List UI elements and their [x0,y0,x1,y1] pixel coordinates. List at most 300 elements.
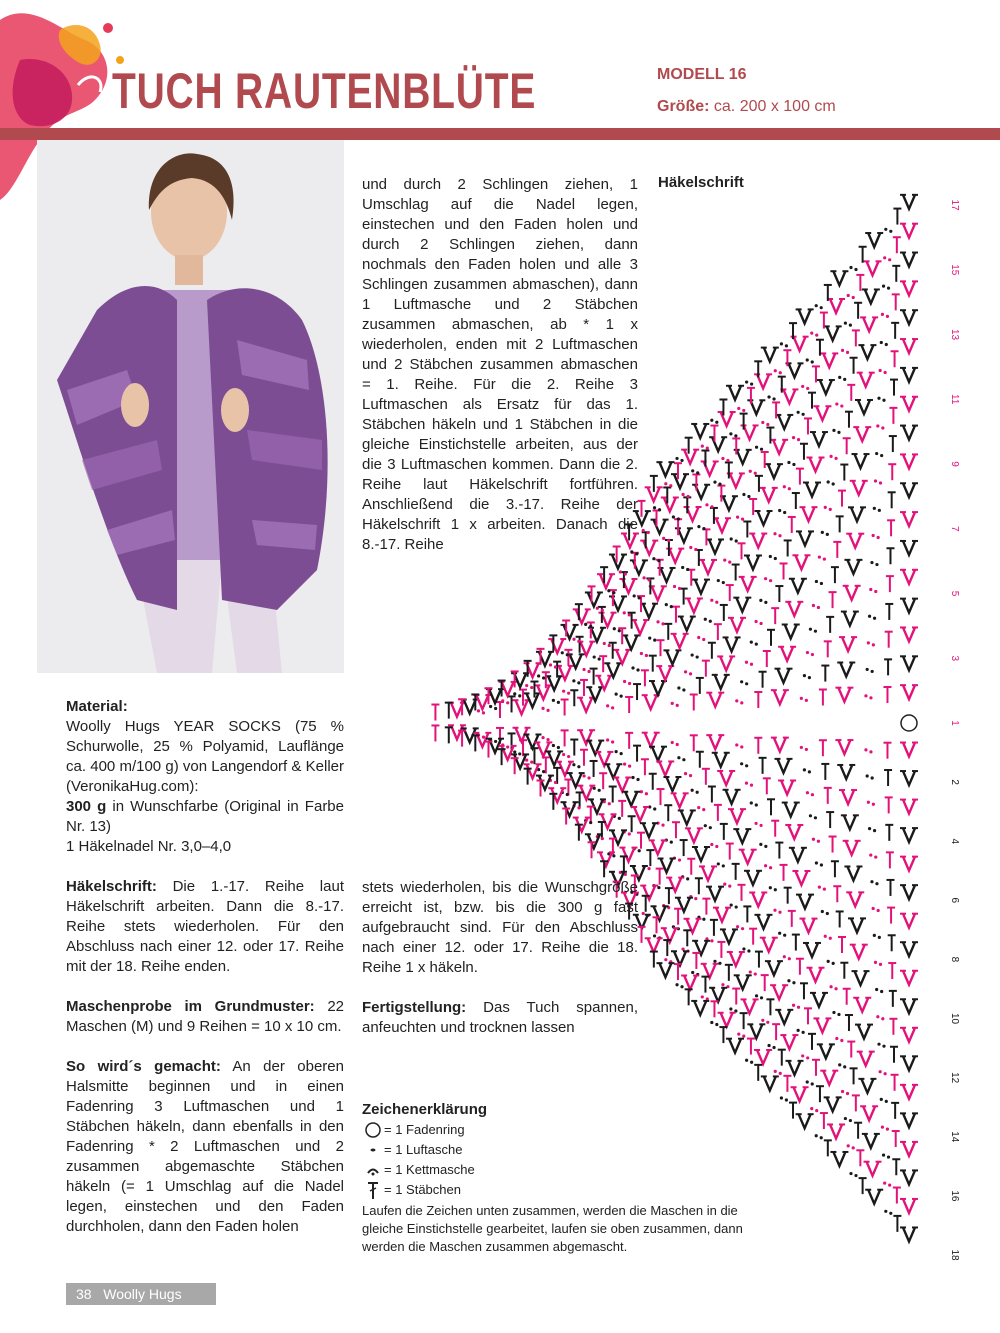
stitch-symbol [900,368,918,382]
stitch-symbol [869,853,877,858]
stitch-symbol [848,918,866,932]
stitch-symbol [577,698,595,712]
stitch-symbol [582,668,590,673]
stitch-symbol [833,542,841,558]
stitch-symbol [759,599,767,604]
stitch-symbol [641,759,649,775]
stitch-symbol [891,1103,899,1119]
stitch-symbol [782,624,800,638]
maschenprobe-label: Maschenprobe im Grundmuster: [66,998,315,1015]
stitch-symbol [800,983,808,999]
stitch-symbol [755,446,763,451]
stitch-symbol [850,481,868,495]
stitch-symbol [718,1013,736,1027]
stitch-symbol [570,690,578,706]
stitch-symbol [864,748,872,753]
row-number-label: 12 [949,1072,960,1084]
legend-item-slip [362,1160,762,1180]
stitch-symbol [900,483,918,497]
stitch-symbol [792,1004,800,1009]
stitch-symbol [784,540,792,556]
stitch-symbol [900,1085,918,1099]
stitch-symbol [741,999,759,1013]
stitch-symbol [879,1070,887,1075]
stitch-symbol [867,801,875,806]
stitch-symbol [865,1190,883,1204]
stitch-symbol [900,771,918,785]
stitch-symbol [640,604,658,618]
stitch-symbol [754,620,762,625]
stitch-symbol [780,865,788,881]
stitch-symbol [673,585,681,590]
stitch-symbol [573,609,591,623]
stitch-symbol [717,862,725,867]
stitch-symbol [749,893,767,907]
stitch-symbol [701,977,709,993]
stitch-symbol [755,511,773,525]
stitch-symbol [754,1050,772,1064]
stitch-symbol [849,1172,857,1177]
stitch-symbol [900,743,918,757]
stitch-symbol [900,828,918,842]
stitch-symbol [684,670,692,675]
stitch-symbol [885,797,893,813]
stitch-symbol [695,550,703,566]
stitch-symbol [769,886,777,891]
stitch-symbol [900,999,918,1013]
stitch-symbol [630,560,648,574]
stitch-symbol [717,579,725,584]
stitch-symbol [766,999,774,1015]
stitch-symbol [631,807,649,821]
stitch-symbol [718,412,736,426]
stitch-symbol [780,389,798,403]
model-number: MODELL 16 [657,66,747,83]
fertigstellung-text: Das Tuch spannen, anfeuchten und trocknen lassen [362,999,638,1036]
stitch-symbol [705,503,713,508]
stitch-symbol [841,815,859,829]
stitch-symbol [631,776,639,781]
stitch-symbol [850,945,868,959]
stitch-symbol [775,1010,793,1024]
stitch-symbol [642,695,660,709]
continuation-paragraph: stets wiederholen, bis die Wunschgröße erreicht ist, bzw. bis die 300 g fast aufgebraucht sind. Für den Abschluss nach einer 12. oder 17. Reihe die 18. Reihe 1 x häkeln. [362,879,638,976]
stitch-symbol [501,699,509,704]
stitch-symbol [585,592,603,606]
chart-title: Häkelschrift [658,174,744,191]
stitch-symbol [739,577,757,591]
stitch-symbol [656,963,674,977]
stitch-symbol [866,668,874,673]
stitch-symbol [771,690,789,704]
stitch-symbol [729,432,737,437]
stitch-symbol [815,1134,823,1139]
stitch-symbol [836,516,844,532]
stitch-symbol [796,531,814,545]
stitch-symbol [887,520,895,536]
stitch-symbol [710,419,718,424]
stitch-symbol [882,1153,890,1158]
stitch-symbol [872,907,880,912]
stitch-symbol [867,641,875,646]
row-number-label: 11 [949,394,960,405]
stitch-symbol [796,959,804,975]
stitch-symbol [774,759,792,773]
stitch-symbol [692,953,700,969]
stitch-symbol [771,608,779,624]
stitch-symbol [888,464,896,480]
stitch-symbol [754,374,772,388]
stitch-symbol [870,561,878,566]
stitch-symbol [689,546,697,551]
stitch-symbol [735,743,743,748]
stitch-symbol [734,975,752,989]
stitch-symbol [767,1044,775,1049]
stitch-symbol [649,747,667,761]
stitch-symbol [872,534,880,539]
stitch-symbol [827,299,845,313]
stitch-symbol [810,1107,818,1112]
stitch-symbol [831,861,839,877]
stitch-symbol [732,565,740,581]
stitch-symbol [829,837,837,853]
stitch-symbol [900,1199,918,1213]
stitch-symbol [788,911,796,927]
stitch-symbol [852,330,860,346]
stitch-symbol [817,1044,835,1058]
material-section [66,697,344,857]
stitch-symbol [717,771,735,785]
stitch-symbol [723,559,731,564]
stitch-symbol [697,636,705,641]
stitch-symbol [597,852,615,866]
stitch-symbol [719,1027,727,1043]
stitch-symbol [824,788,832,804]
stitch-symbol [892,1159,900,1175]
stitch-symbol [771,738,789,752]
stitch-symbol [706,539,724,553]
stitch-symbol [675,457,683,462]
stitch-symbol [900,685,918,699]
stitch-symbol [767,799,775,815]
stitch-symbol [508,696,516,712]
stitch-symbol [675,983,683,988]
stitch-symbol [812,604,820,609]
stitch-symbol [837,765,855,779]
stitch-symbol [780,342,788,347]
stitch-symbol [690,735,698,751]
stitch-symbol [780,563,788,579]
stitch-symbol [749,929,757,945]
stitch-symbol [683,497,691,513]
stitch-symbol [857,373,875,387]
stitch-symbol [477,709,485,714]
stitch-symbol [892,294,900,310]
row-number-label: 2 [949,779,960,785]
stitch-symbol [843,841,861,855]
stitch-symbol [595,676,613,690]
stitch-symbol [789,848,807,862]
header-rule [0,128,1000,140]
stitch-symbol [900,1142,918,1156]
stitch-symbol [868,827,876,832]
stitch-symbol [749,534,767,548]
stitch-symbol [657,789,665,805]
stitch-symbol [813,1018,831,1032]
stitch-symbol [738,543,746,559]
stitch-symbol [801,385,809,390]
stitch-symbol [744,556,762,570]
stitch-symbol [846,892,864,906]
stitch-symbol [900,1056,918,1070]
stitch-symbol [696,678,704,694]
stitch-symbol [702,899,710,915]
legend-item-chain [362,1140,762,1160]
stitch-symbol [723,883,731,888]
stitch-symbol [900,195,918,209]
stitch-symbol [431,705,439,721]
stitch-symbol [764,864,772,869]
stitch-symbol [843,438,851,454]
stitch-symbol [824,326,842,340]
stitch-symbol [900,426,918,440]
stitch-symbol [609,555,627,569]
stitch-symbol [552,699,560,704]
stitch-symbol [857,1052,875,1066]
stitch-symbol [663,650,681,664]
stitch-symbol [730,537,738,542]
stitch-symbol [900,310,918,324]
stitch-symbol [847,294,855,299]
stitch-symbol [883,256,891,261]
stitch-symbol [651,520,669,534]
stitch-symbol [827,960,835,965]
stitch-symbol [747,1024,765,1038]
stitch-symbol [876,1015,884,1020]
stitch-symbol [848,507,866,521]
stitch-symbol [821,910,829,915]
stitch-symbol [576,792,584,808]
stitch-symbol [692,580,710,594]
stitch-symbol [656,620,664,625]
stitch-symbol [852,1095,860,1111]
legend-note: Laufen die Zeichen unten zusammen, werden die Maschen in die gleiche Einstichstelle gearbeitet, laufen sie oben zusammen, dann werden die Maschen zusammen abgemascht. [362,1203,743,1254]
stitch-symbol [604,663,622,677]
stitch-symbol [726,1039,744,1053]
stitch-symbol [735,699,743,704]
stitch-symbol [623,680,631,685]
stitch-symbol [687,859,695,875]
stitch-symbol [891,323,899,339]
stitch-symbol [864,694,872,699]
stitch-symbol [900,397,918,411]
page-footer [66,1283,216,1305]
stitch-symbol [641,670,649,686]
stitch-symbol [900,1113,918,1127]
stitch-symbol [754,822,762,827]
stitch-symbol [649,586,667,600]
stitch-symbol [827,1124,845,1138]
stitch-symbol [835,1037,843,1042]
stitch-symbol [818,555,826,560]
stitch-symbol [845,1015,853,1031]
stitch-symbol [778,932,786,937]
footer-brand: Woolly Hugs [103,1286,182,1302]
stitch-symbol [732,864,740,880]
stitch-symbol [841,349,849,354]
stitch-symbol [775,843,783,859]
stitch-symbol [640,541,658,555]
stitch-symbol [739,850,757,864]
stitch-symbol [891,1075,899,1091]
stitch-symbol [677,686,685,691]
stitch-symbol [810,993,828,1007]
stitch-symbol [640,886,658,900]
stitch-symbol [681,566,689,571]
stitch-symbol [778,509,786,514]
stitch-symbol [653,510,661,526]
stitch-symbol [859,1178,867,1194]
haekelschrift-text: Die 1.-17. Reihe laut Häkelschrift arbeiten. Dann die 8.-17. Reihe stets wiederholen. Für den Abschluss nach einer 12. oder 17. Reihe mit der 18. Reihe enden. [66,878,344,975]
stitch-symbol [733,598,751,612]
stitch-symbol [841,612,859,626]
stitch-symbol [767,630,775,646]
stitch-symbol [886,852,894,868]
stitch-symbol [448,703,466,717]
stitch-symbol [880,1098,888,1103]
stitch-symbol [525,684,533,689]
stitch-symbol [900,570,918,584]
stitch-symbol [769,555,777,560]
stitch-symbol [765,464,783,478]
stitch-symbol [755,952,763,968]
stitch-symbol [648,637,656,642]
stitch-symbol [815,861,823,866]
stitch-symbol [804,1008,812,1024]
stitch-symbol [537,768,545,773]
stitch-symbol [761,1019,769,1024]
stitch-symbol [710,843,718,848]
stitch-symbol [892,1131,900,1147]
stitch-symbol [761,1076,779,1090]
stitch-symbol [699,560,717,574]
stitch-symbol [875,988,883,993]
stitch-symbol [640,652,648,657]
stitch-symbol [792,555,810,569]
stitch-symbol [820,1113,828,1129]
stitch-symbol [815,304,823,309]
stitch-symbol [816,1086,824,1102]
stitch-symbol [692,485,710,499]
stitch-symbol [740,680,748,685]
legend-title: Zeichenerklärung [362,1101,488,1118]
stitch-symbol [900,541,918,555]
stitch-symbol [606,704,614,709]
stitch-symbol [785,1061,803,1075]
stitch-symbol [862,1134,880,1148]
stitch-symbol [890,380,898,396]
stitch-symbol [882,285,890,290]
stitch-symbol [900,800,918,814]
stitch-symbol [709,437,727,451]
stitch-symbol [847,385,855,401]
stitch-symbol [671,793,689,807]
stitch-symbol [541,736,549,741]
stitch-symbol [648,805,656,810]
stitch-symbol [738,885,746,901]
stitch-symbol [640,790,648,795]
stitch-symbol [819,740,827,756]
stitch-symbol [879,369,887,374]
stitch-symbol [656,869,664,885]
stitch-symbol [797,411,805,416]
stitch-symbol [889,991,897,1007]
stitch-symbol [562,753,570,758]
stitch-symbol [797,1029,805,1034]
stitch-symbol [767,395,775,400]
stitch-symbol [665,603,673,608]
stitch-symbol [775,415,793,429]
stitch-symbol [697,806,705,811]
stitch-symbol [580,750,588,766]
stitch-symbol [633,684,641,700]
stitch-symbol [631,666,639,671]
stitch-symbol [650,952,658,968]
stitch-symbol [623,762,631,767]
stitch-symbol [664,624,672,640]
row-number-label: 16 [949,1190,960,1202]
stitch-symbol [713,518,731,532]
stitch-symbol [796,895,814,909]
legend-text: = 1 Kettmasche [384,1162,475,1177]
ring-icon [362,1122,384,1138]
stitch-symbol [678,617,696,631]
stitch-symbol [681,450,699,464]
stitch-symbol [850,358,858,374]
legend-text: = 1 Luftasche [384,1142,463,1157]
stitch-symbol [489,705,497,710]
stitch-symbol [585,834,603,848]
stitch-symbol [618,801,626,817]
stitch-symbol [873,507,881,512]
model-photo [37,140,344,673]
stitch-symbol [886,880,894,896]
stitch-symbol [680,840,688,856]
stitch-symbol [850,1068,858,1084]
material-yarn: Woolly Hugs YEAR SOCKS (75 % Schurwolle, 25 % Polyamid, Lauflänge ca. 400 m/100 g) von Langendorf & Keller (VeronikaHug.com): [66,718,344,795]
stitch-symbol [810,432,828,446]
stitch-symbol [770,985,788,999]
stitch-symbol [759,843,767,848]
stitch-symbol [809,814,817,819]
stitch-symbol [754,692,762,708]
stitch-symbol [548,788,566,802]
foundation-ring-mark [901,715,917,731]
stitch-symbol [743,906,751,922]
stitch-symbol [720,496,738,510]
stitch-symbol [650,476,658,492]
stitch-symbol [858,345,876,359]
stitch-symbol [830,1152,848,1166]
stitch-symbol [726,844,734,860]
stitch-symbol [821,764,829,780]
stitch-symbol [760,938,778,952]
stitch-symbol [900,253,918,267]
legend-item-ring [362,1120,762,1140]
stitch-symbol [750,801,758,806]
stitch-symbol [892,266,900,282]
stitch-symbol [889,436,897,452]
